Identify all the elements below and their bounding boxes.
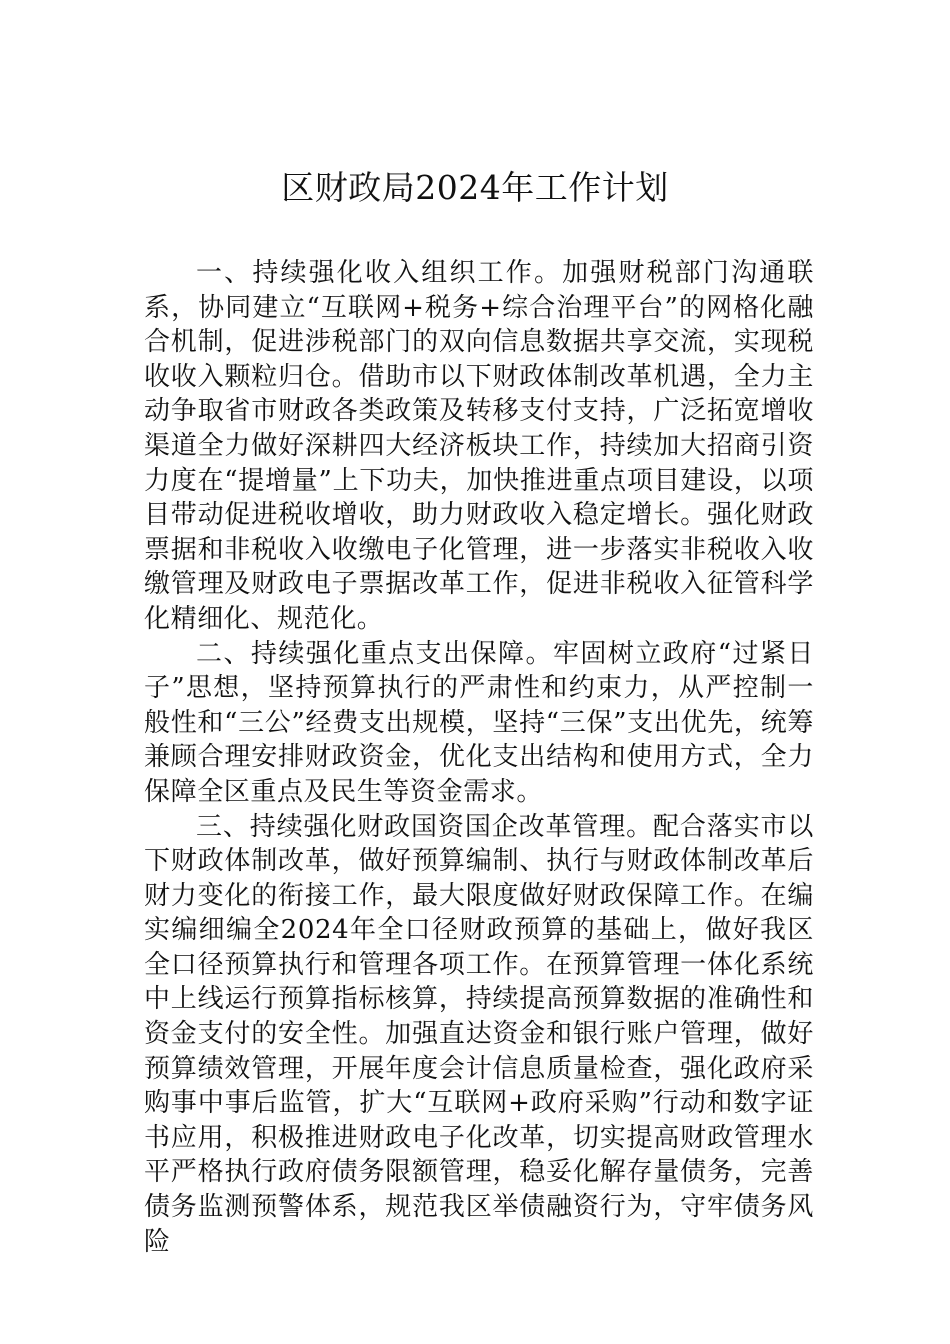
- document-title: 区财政局2024年工作计划: [281, 168, 669, 207]
- document-body: [144, 256, 814, 1259]
- paragraph-reform: 三、持续强化财政国资国企改革管理。配合落实市以下财政体制改革，做好预算编制、执行与财政体制改革后财力变化的衔接工作，最大限度做好财政保障工作。在编实编细编全2024年全口径财政预算的基础上，做好我区全口径预算执行和管理各项工作。在预算管理一体化系统中上线运行预算指标核算，持续提高预算数据的准确性和资金支付的安全性。加强直达资金和银行账户管理，做好预算绩效管理，开展年度会计信息质量检查，强化政府采购事中事后监管，扩大“互联网+政府采购”行动和数字证书应用，积极推进财政电子化改革，切实提高财政管理水平严格执行政府债务限额管理，稳妥化解存量债务，完善债务监测预警体系，规范我区举债融资行为，守牢债务风险: [144, 811, 814, 1257]
- paragraph-expenditure: 二、持续强化重点支出保障。牢固树立政府“过紧日子”思想，坚持预算执行的严肃性和约束力，从严控制一般性和“三公”经费支出规模，坚持“三保”支出优先，统筹兼顾合理安排财政资金，优化支出结构和使用方式，全力保障全区重点及民生等资金需求。: [144, 638, 814, 807]
- paragraph-income: 一、持续强化收入组织工作。加强财税部门沟通联系，协同建立“互联网+税务+综合治理平台”的网格化融合机制，促进涉税部门的双向信息数据共享交流，实现税收收入颗粒归仓。借助市以下财政体制改革机遇，全力主动争取省市财政各类政策及转移支付支持，广泛拓宽增收渠道全力做好深耕四大经济板块工作，持续加大招商引资力度在“提增量”上下功夫，加快推进重点项目建设，以项目带动促进税收增收，助力财政收入稳定增长。强化财政票据和非税收入收缴电子化管理，进一步落实非税收入收缴管理及财政电子票据改革工作，促进非税收入征管科学化精细化、规范化。: [144, 258, 814, 634]
